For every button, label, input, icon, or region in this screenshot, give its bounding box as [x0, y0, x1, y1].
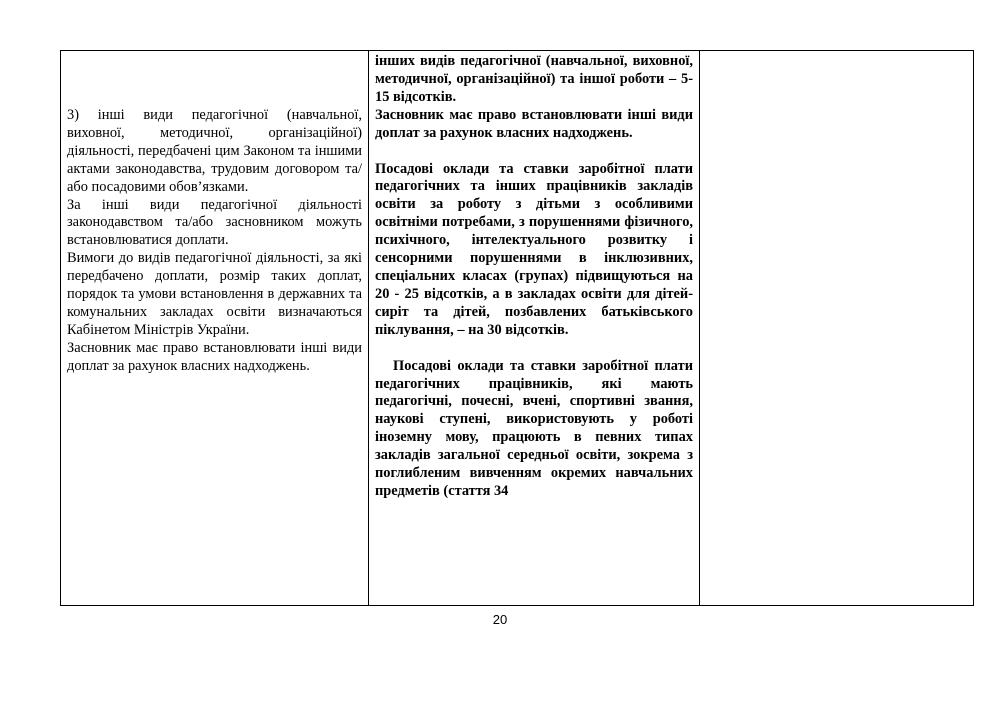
left-paragraph-3: Вимоги до видів педагогічної діяльності, за які передбачено доплати, розмір таких доплат, порядок та умови встановлення в державних та комунальних закладах освіти визначаються Кабінетом Міністрів України. [67, 250, 362, 338]
middle-column-cell [369, 51, 700, 606]
left-paragraph-2: За інші види педагогічної діяльності законодавством та/або засновником можуть встановлюватися доплати. [67, 196, 362, 249]
middle-paragraph-2: Засновник має право встановлювати інші види доплат за рахунок власних надходжень. [375, 106, 693, 141]
right-column-cell [700, 51, 974, 606]
page-number: 20 [492, 612, 508, 627]
comparison-table [60, 50, 974, 606]
table-row [61, 51, 974, 606]
middle-paragraph-4: Посадові оклади та ставки заробітної плати педагогічних працівників, які мають педагогічні, почесні, вчені, спортивні звання, наукові ступені, використовують у роботі іноземну мову, працюють в певних типах закладів загальної середньої освіти, зокрема з поглибленим вивченням окремих навчальних предметів (стаття 34 [375, 357, 693, 499]
left-paragraph-4: Засновник має право встановлювати інші види доплат за рахунок власних надходжень. [67, 339, 362, 374]
left-column-cell [61, 51, 369, 606]
middle-paragraph-1: інших видів педагогічної (навчальної, виховної, методичної, організаційної) та іншої роботи – 5-15 відсотків. [375, 53, 693, 105]
middle-paragraph-3: Посадові оклади та ставки заробітної плати педагогічних та інших працівників закладів освіти за роботу з дітьми з особливими освітніми потребами, з порушеннями фізичного, психічного, інтелектуального розвитку і сенсорними порушеннями в інклюзивних, спеціальних класах (групах) підвищуються на 20 - 25 відсотків, а в закладах освіти для дітей-сиріт та дітей, позбавлених батьківського піклування, – на 30 відсотків. [375, 160, 693, 338]
left-paragraph-1: 3) інші види педагогічної (навчальної, виховної, методичної, організаційної) діяльності, передбачені цим Законом та іншими актами законодавства, трудовим договором та/або посадовими обов’язками. [67, 107, 362, 195]
